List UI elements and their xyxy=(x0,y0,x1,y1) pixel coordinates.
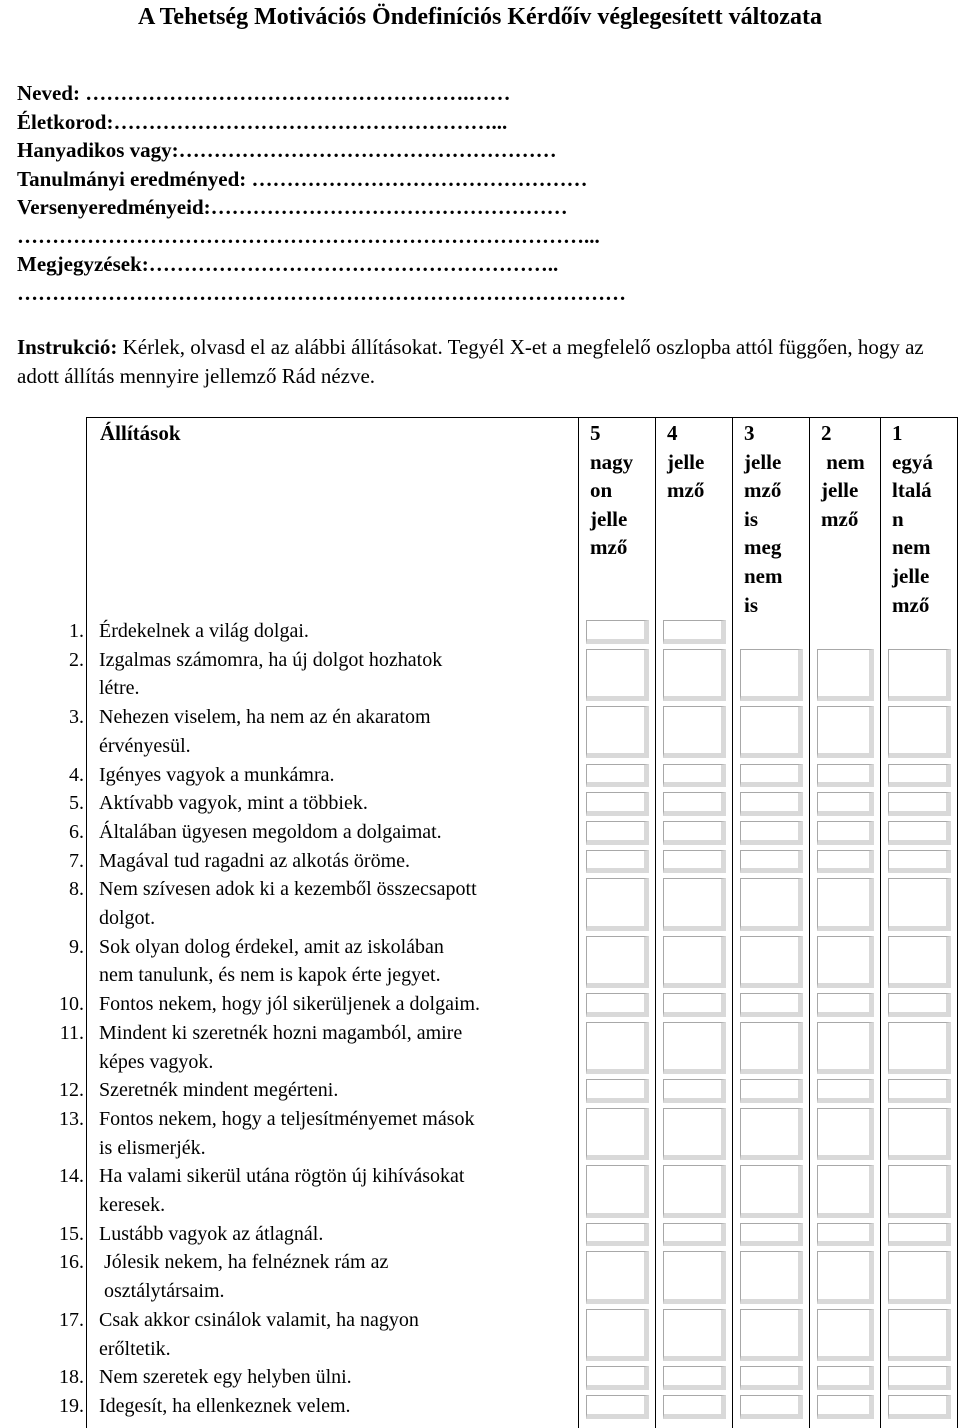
table-column-rule xyxy=(809,417,810,1428)
info-field-dotted-line[interactable]: ………………………………………………... xyxy=(113,109,508,134)
statement-number: 6. xyxy=(69,820,84,843)
scale-header-line: n xyxy=(892,506,904,531)
answer-cell[interactable] xyxy=(586,1309,649,1361)
answer-cell[interactable] xyxy=(586,1366,649,1390)
answer-cell[interactable] xyxy=(888,993,951,1017)
statement-number: 4. xyxy=(69,763,84,786)
answer-cell[interactable] xyxy=(663,1309,726,1361)
statement-number: 2. xyxy=(69,648,84,671)
statement-number: 15. xyxy=(59,1222,84,1245)
statement-line: Aktívabb vagyok, mint a többiek. xyxy=(99,792,368,815)
scale-header-line: 4 xyxy=(667,421,678,445)
answer-cell[interactable] xyxy=(740,764,803,788)
answer-cell[interactable] xyxy=(817,792,874,816)
answer-cell[interactable] xyxy=(586,1223,649,1247)
statement-line: Nehezen viselem, ha nem az én akaratom xyxy=(99,706,431,729)
scale-header-line: nem xyxy=(744,563,783,588)
scale-header-line: mző xyxy=(590,535,628,560)
answer-cell[interactable] xyxy=(740,1309,803,1361)
info-field-dotted-line[interactable]: ………………………………………………………………………... xyxy=(17,223,600,248)
answer-cell[interactable] xyxy=(817,850,874,874)
answer-cell[interactable] xyxy=(817,1108,874,1160)
statement-line: képes vagyok. xyxy=(99,1050,214,1073)
statement-line: érvényesül. xyxy=(99,734,191,757)
statement-text xyxy=(99,875,577,932)
scale-header-line: mző xyxy=(744,478,782,503)
statement-text xyxy=(99,1105,577,1162)
statement-number: 7. xyxy=(69,849,84,872)
statement-line: Ha valami sikerül utána rögtön új kihívásokat xyxy=(99,1165,465,1188)
scale-header-line: is xyxy=(744,506,759,531)
statement-number: 19. xyxy=(59,1394,84,1417)
statement-line: Izgalmas számomra, ha új dolgot hozhatok xyxy=(99,648,443,671)
scale-header-line: jelle xyxy=(892,563,930,588)
statement-number: 13. xyxy=(59,1107,84,1130)
answer-cell[interactable] xyxy=(888,1022,951,1074)
statement-line: is elismerjék. xyxy=(99,1136,206,1159)
answer-cell[interactable] xyxy=(663,850,726,874)
statement-line: Sok olyan dolog érdekel, amit az iskolában xyxy=(99,935,444,958)
answer-cell[interactable] xyxy=(663,1251,726,1303)
answer-cell[interactable] xyxy=(817,821,874,845)
info-field-row[interactable] xyxy=(17,193,941,221)
scale-header-line: 3 xyxy=(744,421,755,445)
instruction-paragraph xyxy=(17,333,945,391)
answer-cell[interactable] xyxy=(817,1251,874,1303)
scale-header-line: jelle xyxy=(667,449,705,474)
statement-line: Mindent ki szeretnék hozni magamból, amire xyxy=(99,1021,463,1044)
answer-cell[interactable] xyxy=(586,1022,649,1074)
scale-header-line: mző xyxy=(667,478,705,503)
answer-cell[interactable] xyxy=(888,1165,951,1217)
info-field-dotted-line[interactable]: ……………………………………………… xyxy=(178,138,557,162)
answer-cell[interactable] xyxy=(888,1395,951,1419)
answer-cell[interactable] xyxy=(586,1108,649,1160)
answer-cell[interactable] xyxy=(663,620,726,644)
answer-cell[interactable] xyxy=(663,1108,726,1160)
table-top-border xyxy=(86,417,958,418)
statement-line: Magával tud ragadni az alkotás öröme. xyxy=(99,849,410,872)
scale-header-line: 2 xyxy=(821,421,832,445)
answer-cell[interactable] xyxy=(740,649,803,701)
scale-header-line: nem xyxy=(821,449,865,474)
answer-cell[interactable] xyxy=(888,936,951,988)
statement-line: Fontos nekem, hogy jól sikerüljenek a dolgaim. xyxy=(99,993,481,1016)
scale-header-line: jelle xyxy=(821,478,859,503)
statement-line: Idegesít, ha ellenkeznek velem. xyxy=(99,1394,351,1417)
answer-cell[interactable] xyxy=(740,936,803,988)
answer-cell[interactable] xyxy=(663,821,726,845)
statement-text xyxy=(99,818,577,847)
scale-header-line: is xyxy=(744,592,759,617)
info-field-dotted-line[interactable]: ………………………………………………….. xyxy=(148,252,559,276)
answer-cell[interactable] xyxy=(888,792,951,816)
statement-number: 12. xyxy=(59,1079,84,1102)
statement-line: Igényes vagyok a munkámra. xyxy=(99,763,335,786)
answer-cell[interactable] xyxy=(586,764,649,788)
answer-cell[interactable] xyxy=(888,850,951,874)
statement-number: 9. xyxy=(69,935,84,958)
scale-column-header xyxy=(744,419,783,619)
answer-cell[interactable] xyxy=(586,1251,649,1303)
statement-line: Jólesik nekem, ha felnéznek rám az xyxy=(99,1251,389,1274)
statement-line: Fontos nekem, hogy a teljesítményemet mások xyxy=(99,1107,475,1130)
table-column-rule xyxy=(655,417,656,1428)
answer-cell[interactable] xyxy=(663,1165,726,1217)
instruction-label: Instrukció: xyxy=(17,335,118,359)
answer-cell[interactable] xyxy=(740,1395,803,1419)
info-field-row[interactable] xyxy=(17,165,941,193)
answer-cell[interactable] xyxy=(888,706,951,758)
scale-header-line: jelle xyxy=(744,449,782,474)
scale-header-line: mző xyxy=(892,592,930,617)
statement-text xyxy=(99,1019,577,1076)
statement-line: keresek. xyxy=(99,1194,166,1216)
answer-cell[interactable] xyxy=(740,1022,803,1074)
statement-text xyxy=(99,789,577,818)
answer-cell[interactable] xyxy=(817,878,874,930)
statement-text xyxy=(99,761,577,790)
info-field-row[interactable] xyxy=(17,250,941,278)
answer-cell[interactable] xyxy=(586,1079,649,1103)
answer-cell[interactable] xyxy=(740,792,803,816)
scale-header-line: jelle xyxy=(590,506,628,531)
answer-cell[interactable] xyxy=(817,993,874,1017)
statement-text xyxy=(99,1248,577,1305)
statement-number: 16. xyxy=(59,1251,84,1274)
scale-header-line: mző xyxy=(821,506,859,531)
statement-number: 18. xyxy=(59,1366,84,1389)
statement-text xyxy=(99,1162,577,1219)
statement-number: 3. xyxy=(69,706,84,729)
info-field-label: Tanulmányi eredményed: xyxy=(17,166,247,191)
answer-cell[interactable] xyxy=(740,993,803,1017)
answer-cell[interactable] xyxy=(888,878,951,930)
answer-cell[interactable] xyxy=(817,1309,874,1361)
info-field-label: Neved: xyxy=(17,81,80,105)
statement-text xyxy=(99,703,577,760)
scale-header-line: nagy xyxy=(590,449,634,474)
scale-header-line: meg xyxy=(744,535,782,560)
answer-cell[interactable] xyxy=(817,1366,874,1390)
answer-cell[interactable] xyxy=(740,1366,803,1390)
statement-text xyxy=(99,990,577,1019)
statement-number: 11. xyxy=(59,1021,84,1044)
info-field-row[interactable] xyxy=(17,136,941,164)
answer-cell[interactable] xyxy=(817,1079,874,1103)
info-field-dotted-line[interactable]: …………………………………………………………………………… xyxy=(17,280,626,305)
answer-cell[interactable] xyxy=(586,850,649,874)
table-column-rule xyxy=(732,417,733,1428)
answer-cell[interactable] xyxy=(586,620,649,644)
answer-cell[interactable] xyxy=(586,1395,649,1419)
answer-cell[interactable] xyxy=(663,878,726,930)
answer-cell[interactable] xyxy=(586,936,649,988)
info-field-dotted-line[interactable]: …………………………………………… xyxy=(210,195,568,219)
answer-cell[interactable] xyxy=(888,1223,951,1247)
answer-cell[interactable] xyxy=(817,706,874,758)
statement-text xyxy=(99,1363,577,1392)
answer-cell[interactable] xyxy=(663,1395,726,1419)
statement-line: Szeretnék mindent megérteni. xyxy=(99,1079,339,1102)
answer-cell[interactable] xyxy=(663,1022,726,1074)
statement-text xyxy=(99,1392,577,1421)
statement-line: létre. xyxy=(99,677,140,700)
answer-cell[interactable] xyxy=(586,1165,649,1217)
answer-cell[interactable] xyxy=(888,1309,951,1361)
info-field-label: Megjegyzések: xyxy=(17,252,149,276)
info-field-row[interactable] xyxy=(17,222,941,250)
statement-number: 14. xyxy=(59,1165,84,1188)
statement-line: Általában ügyesen megoldom a dolgaimat. xyxy=(99,820,442,843)
info-field-dotted-line[interactable]: ……………………………………………….…… xyxy=(79,81,511,105)
statements-column-header: Állítások xyxy=(100,421,181,445)
answer-cell[interactable] xyxy=(740,850,803,874)
statement-text xyxy=(99,1220,577,1249)
statement-text xyxy=(99,617,577,646)
statement-line: Nem szeretek egy helyben ülni. xyxy=(99,1366,352,1389)
answer-cell[interactable] xyxy=(586,649,649,701)
scale-column-header xyxy=(590,419,633,562)
scale-header-line: 1 xyxy=(892,421,903,445)
answer-cell[interactable] xyxy=(740,1223,803,1247)
answer-cell[interactable] xyxy=(817,1165,874,1217)
answer-cell[interactable] xyxy=(663,792,726,816)
instruction-text: Kérlek, olvasd el az alábbi állításokat. Tegyél X-et a megfelelő oszlopba attól függően, hogy az adott állítás mennyire jellemző Rád nézve. xyxy=(17,335,924,388)
answer-cell[interactable] xyxy=(663,1223,726,1247)
statement-line: erőltetik. xyxy=(99,1337,171,1360)
statement-line: osztálytársaim. xyxy=(99,1280,225,1303)
answer-cell[interactable] xyxy=(817,1223,874,1247)
answer-cell[interactable] xyxy=(663,993,726,1017)
statement-number: 10. xyxy=(59,993,84,1016)
info-field-row[interactable] xyxy=(17,108,941,136)
answer-cell[interactable] xyxy=(740,1165,803,1217)
answer-cell[interactable] xyxy=(663,649,726,701)
statement-number: 1. xyxy=(69,620,84,642)
scale-header-line: ltalá xyxy=(892,478,932,503)
statement-line: Érdekelnek a világ dolgai. xyxy=(99,620,309,642)
answer-cell[interactable] xyxy=(663,706,726,758)
answer-cell[interactable] xyxy=(663,1366,726,1390)
table-column-rule xyxy=(957,417,958,1428)
answer-cell[interactable] xyxy=(817,1022,874,1074)
info-field-label: Életkorod: xyxy=(17,109,114,134)
answer-cell[interactable] xyxy=(888,1366,951,1390)
answer-cell[interactable] xyxy=(817,649,874,701)
info-field-row[interactable] xyxy=(17,279,941,307)
answer-cell[interactable] xyxy=(888,821,951,845)
statement-line: nem tanulunk, és nem is kapok érte jegyet. xyxy=(99,964,441,987)
answer-cell[interactable] xyxy=(817,936,874,988)
answer-cell[interactable] xyxy=(586,878,649,930)
statement-line: Lustább vagyok az átlagnál. xyxy=(99,1222,324,1245)
answer-cell[interactable] xyxy=(663,764,726,788)
answer-cell[interactable] xyxy=(817,1395,874,1419)
scale-column-header xyxy=(821,419,865,533)
statement-number: 5. xyxy=(69,792,84,815)
statement-number: 17. xyxy=(59,1308,84,1331)
statement-text xyxy=(99,1306,577,1363)
table-column-rule xyxy=(880,417,881,1428)
answer-cell[interactable] xyxy=(888,1108,951,1160)
answer-cell[interactable] xyxy=(586,706,649,758)
answer-cell[interactable] xyxy=(888,649,951,701)
info-field-dotted-line[interactable]: ………………………………………… xyxy=(246,166,588,191)
answer-cell[interactable] xyxy=(740,821,803,845)
info-field-label: Versenyeredményeid: xyxy=(17,195,211,219)
answer-cell[interactable] xyxy=(817,764,874,788)
statement-text xyxy=(99,1076,577,1105)
statement-line: Nem szívesen adok ki a kezemből összecsapott xyxy=(99,878,477,901)
table-column-rule xyxy=(86,417,87,1428)
answer-cell[interactable] xyxy=(888,1079,951,1103)
statement-text xyxy=(99,847,577,876)
statement-number: 8. xyxy=(69,878,84,901)
answer-cell[interactable] xyxy=(663,1079,726,1103)
table-column-rule xyxy=(578,417,579,1428)
statement-line: Csak akkor csinálok valamit, ha nagyon xyxy=(99,1308,419,1331)
scale-header-line: egyá xyxy=(892,449,933,474)
answer-cell[interactable] xyxy=(586,821,649,845)
statement-line: dolgot. xyxy=(99,907,156,929)
answer-cell[interactable] xyxy=(888,1251,951,1303)
info-field-label: Hanyadikos vagy: xyxy=(17,138,179,162)
statement-text xyxy=(99,646,577,703)
statement-text xyxy=(99,933,577,990)
scale-header-line: 5 xyxy=(590,421,601,445)
answer-cell[interactable] xyxy=(740,706,803,758)
scale-column-header xyxy=(667,419,704,505)
answer-cell[interactable] xyxy=(740,1251,803,1303)
answer-cell[interactable] xyxy=(586,993,649,1017)
scale-header-line: nem xyxy=(892,535,931,560)
page-title: A Tehetség Motivációs Öndefiníciós Kérdőív véglegesített változata xyxy=(138,4,822,30)
answer-cell[interactable] xyxy=(740,1108,803,1160)
scale-column-header xyxy=(892,419,933,619)
answer-cell[interactable] xyxy=(888,764,951,788)
scale-header-line: on xyxy=(590,478,613,503)
answer-cell[interactable] xyxy=(586,792,649,816)
info-field-row[interactable] xyxy=(17,79,941,107)
answer-cell[interactable] xyxy=(663,936,726,988)
answer-cell[interactable] xyxy=(740,1079,803,1103)
answer-cell[interactable] xyxy=(740,878,803,930)
